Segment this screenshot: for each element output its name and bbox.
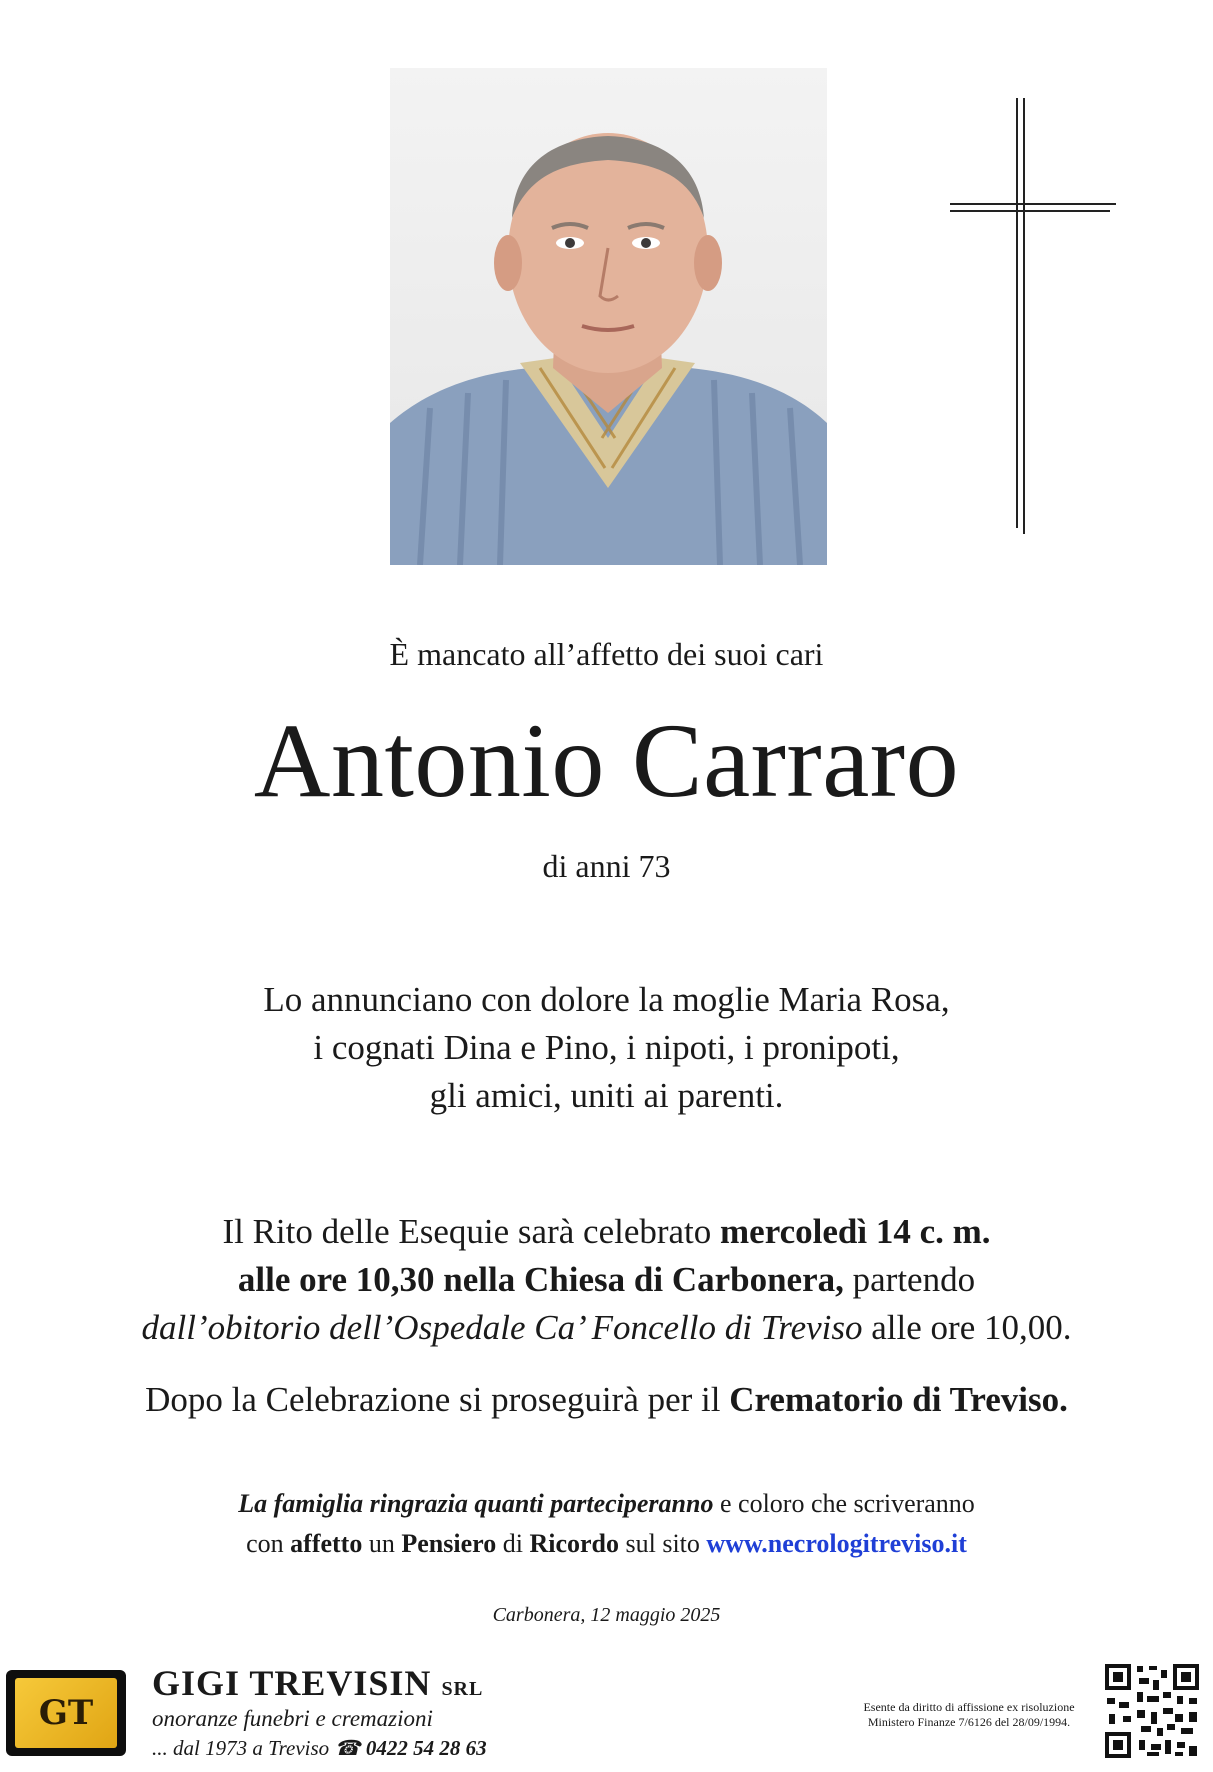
announcement-line: i cognati Dina e Pino, i nipoti, i pronipoti, (313, 1028, 900, 1067)
thanks-bold: Ricordo (529, 1529, 619, 1558)
intro-line: È mancato all’affetto dei suoi cari (389, 636, 824, 672)
thanks-bold: affetto (290, 1529, 363, 1558)
qr-code-icon (1103, 1662, 1201, 1760)
announcement-line: gli amici, uniti ai parenti. (429, 1076, 784, 1115)
thanks-note (0, 1484, 1213, 1564)
announcement (0, 976, 1213, 1120)
thanks-text: sul sito (618, 1529, 707, 1558)
rites-text: Il Rito delle Esequie sarà celebrato (222, 1212, 721, 1251)
thanks-text: e coloro che scriveranno (713, 1489, 975, 1518)
company-since: ... dal 1973 a Treviso (152, 1736, 330, 1760)
website-link[interactable]: www.necrologitreviso.it (706, 1529, 967, 1558)
company-logo (6, 1670, 126, 1756)
thanks-bold: Pensiero (401, 1529, 497, 1558)
exemption-line: Esente da diritto di affissione ex risoluzione (863, 1700, 1075, 1714)
portrait-image (390, 68, 827, 565)
deceased-name: Antonio Carraro (253, 702, 960, 819)
cremation-text: Dopo la Celebrazione si proseguirà per il (145, 1380, 730, 1419)
exemption-note (834, 1700, 1104, 1730)
thanks-family: La famiglia ringrazia quanti parteciperanno (238, 1489, 714, 1518)
company-name: GIGI TREVISIN (152, 1663, 432, 1703)
company-tagline: onoranze funebri e cremazioni (152, 1706, 433, 1731)
rites-departure-time: alle ore 10,00. (862, 1308, 1072, 1347)
company-suffix: SRL (441, 1678, 484, 1700)
telephone-icon: ☎ (334, 1736, 361, 1760)
place-date: Carbonera, 12 maggio 2025 (492, 1604, 721, 1626)
thanks-text: un (362, 1529, 402, 1558)
announcement-line: Lo annunciano con dolore la moglie Maria Rosa, (263, 980, 950, 1019)
funeral-details (0, 1208, 1213, 1352)
company-info (152, 1662, 487, 1761)
deceased-portrait (390, 68, 827, 565)
rites-text: partendo (843, 1260, 976, 1299)
thanks-text: con (246, 1529, 291, 1558)
cross-icon (950, 98, 1116, 538)
exemption-line: Ministero Finanze 7/6126 del 28/09/1994. (867, 1715, 1071, 1729)
company-phone: 0422 54 28 63 (365, 1736, 487, 1760)
logo-monogram: GT (15, 1678, 117, 1748)
rites-departure: dall’obitorio dell’Ospedale Ca’ Foncello di Treviso (141, 1308, 863, 1347)
rites-date: mercoledì 14 c. m. (720, 1212, 991, 1251)
rites-time-place: alle ore 10,30 nella Chiesa di Carbonera, (237, 1260, 844, 1299)
cremation-note (0, 1380, 1213, 1420)
deceased-age: di anni 73 (542, 848, 671, 884)
crematorium-name: Crematorio di Treviso. (729, 1380, 1068, 1419)
thanks-text: di (496, 1529, 530, 1558)
